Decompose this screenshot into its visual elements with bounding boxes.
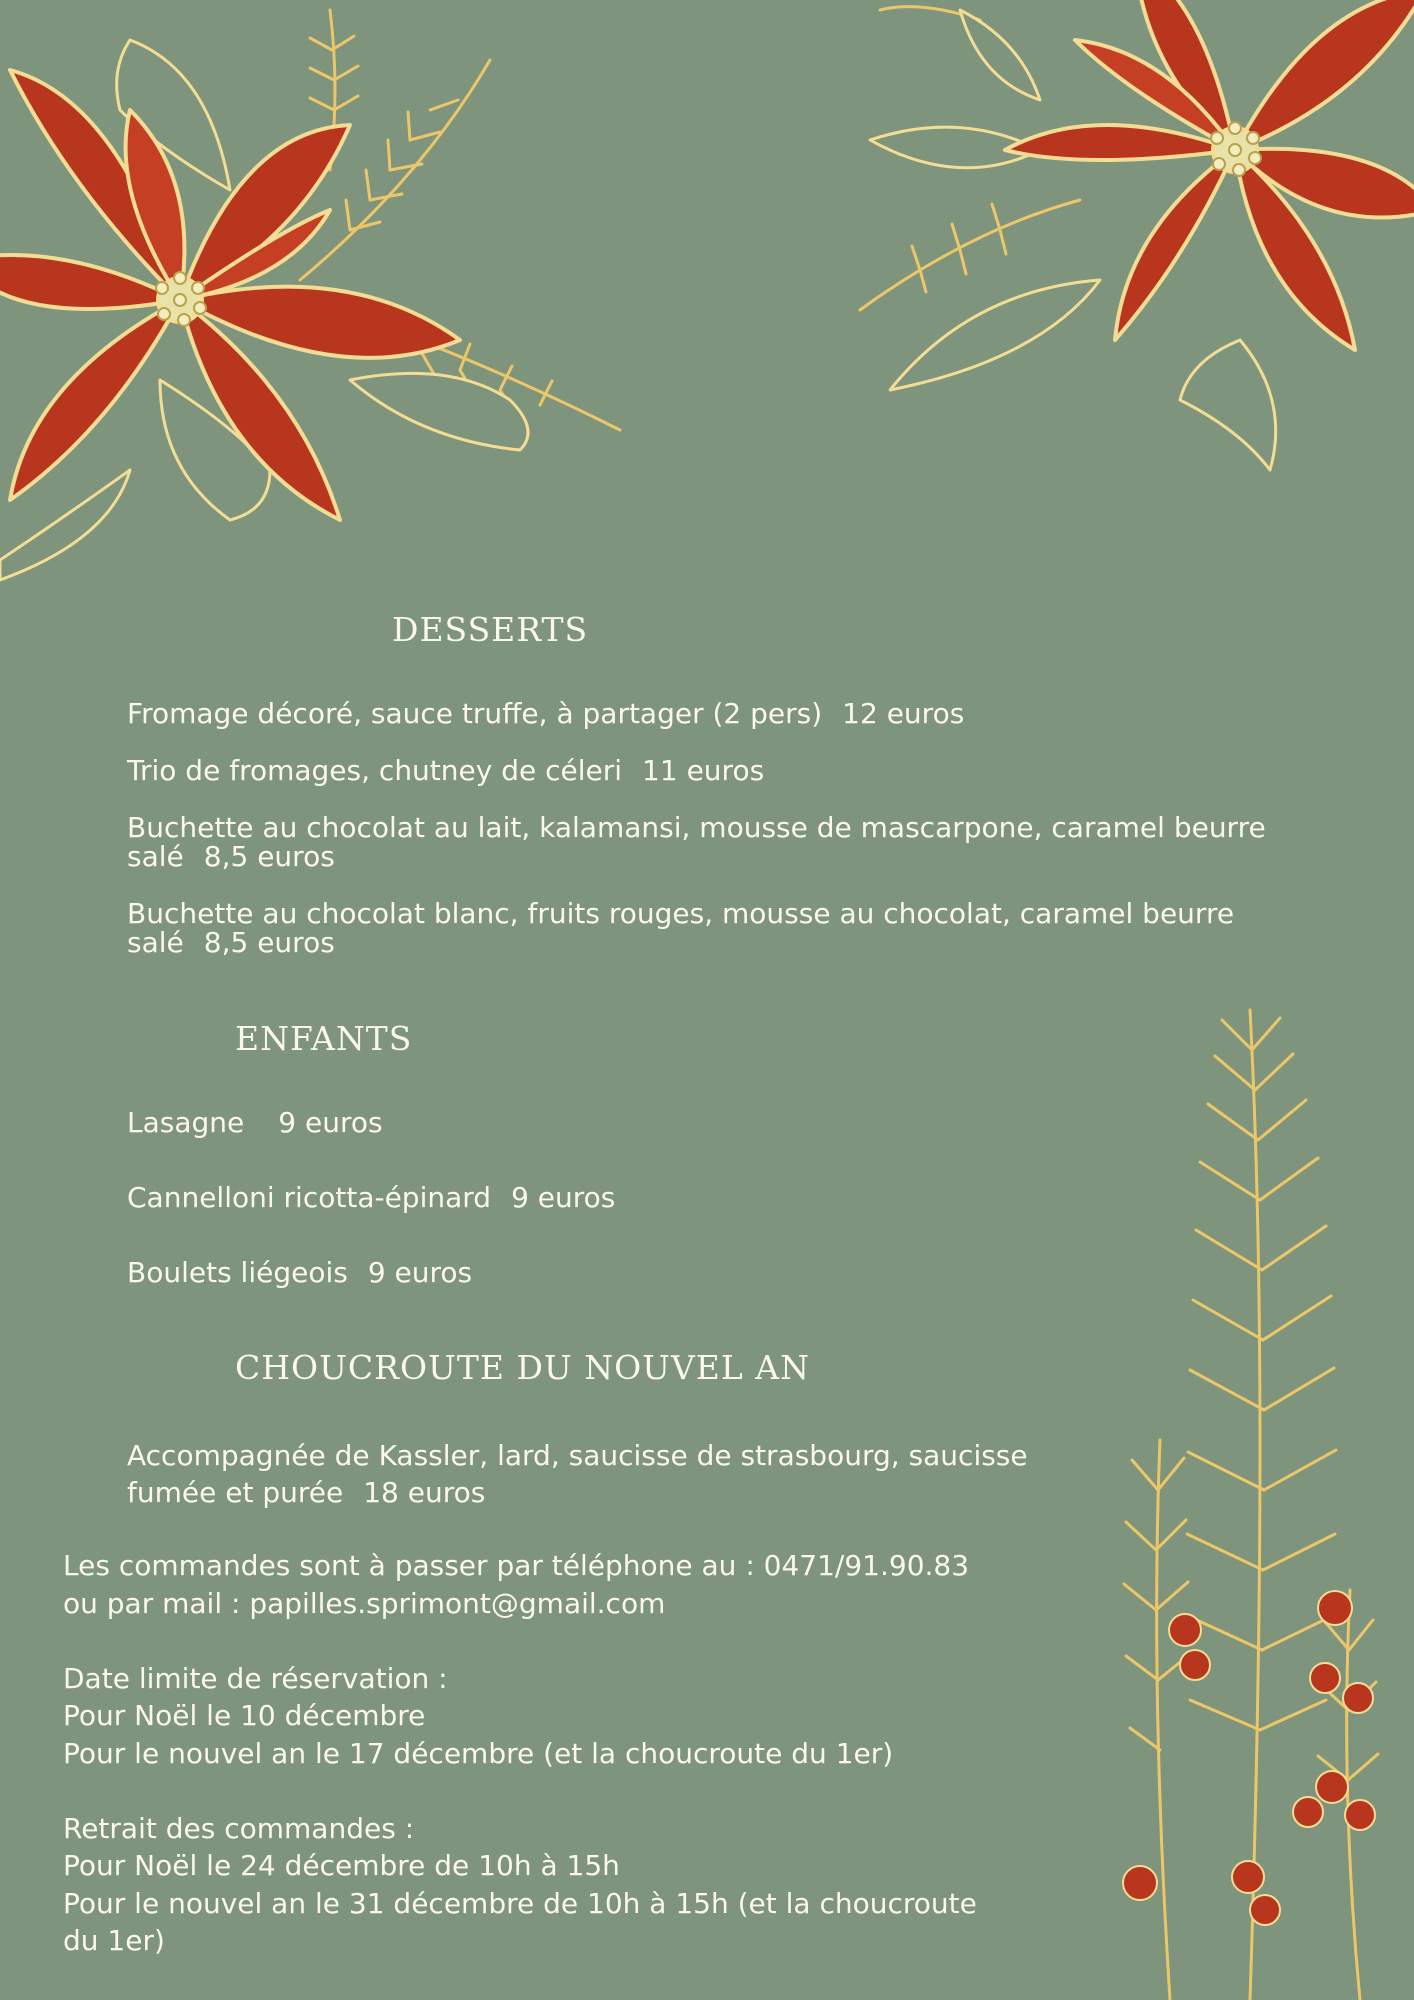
item-name: Trio de fromages, chutney de céleri bbox=[127, 754, 623, 787]
list-item bbox=[127, 1183, 1027, 1212]
choucroute-heading: CHOUCROUTE DU NOUVEL AN bbox=[235, 1348, 810, 1387]
pine-branch-with-berries-illustration bbox=[1100, 990, 1414, 2000]
item-name: Lasagne bbox=[127, 1106, 245, 1139]
item-price: 18 euros bbox=[363, 1476, 486, 1509]
ordering-info bbox=[63, 1547, 1023, 1960]
item-name: Buchette au chocolat blanc, fruits rouges, mousse au chocolat, caramel beurre salé bbox=[127, 897, 1235, 959]
item-name: Buchette au chocolat au lait, kalamansi, mousse de mascarpone, caramel beurre salé bbox=[127, 811, 1266, 873]
list-item bbox=[127, 756, 1327, 785]
pickup-noel: Pour Noël le 24 décembre de 10h à 15h bbox=[63, 1849, 620, 1882]
order-phone-text: Les commandes sont à passer par téléphone au : 0471/91.90.83 bbox=[63, 1549, 970, 1582]
item-price: 11 euros bbox=[642, 754, 765, 787]
list-item bbox=[127, 1108, 1027, 1137]
item-price: 9 euros bbox=[278, 1106, 383, 1139]
list-item bbox=[127, 813, 1307, 871]
pickup-nouvel-an: Pour le nouvel an le 31 décembre de 10h à 15h (et la choucroute du 1er) bbox=[63, 1886, 977, 1957]
deadline-nouvel-an: Pour le nouvel an le 17 décembre (et la choucroute du 1er) bbox=[63, 1736, 894, 1770]
pickup-title: Retrait des commandes : bbox=[63, 1811, 415, 1845]
item-name: Fromage décoré, sauce truffe, à partager (2 pers) bbox=[127, 697, 823, 730]
deadline-noel: Pour Noël le 10 décembre bbox=[63, 1699, 426, 1732]
item-name: Cannelloni ricotta-épinard bbox=[127, 1181, 492, 1214]
item-price: 8,5 euros bbox=[203, 926, 335, 959]
order-mail-text: ou par mail : papilles.sprimont@gmail.com bbox=[63, 1586, 666, 1620]
desserts-heading: DESSERTS bbox=[392, 610, 589, 649]
enfants-heading: ENFANTS bbox=[235, 1019, 413, 1058]
item-price: 12 euros bbox=[842, 697, 965, 730]
list-item bbox=[127, 1437, 1047, 1511]
poinsettia-top-left-illustration bbox=[0, 0, 640, 640]
item-price: 8,5 euros bbox=[203, 840, 335, 873]
list-item bbox=[127, 1258, 1027, 1287]
list-item bbox=[127, 699, 1327, 728]
deadline-title: Date limite de réservation : bbox=[63, 1661, 448, 1695]
item-name: Accompagnée de Kassler, lard, saucisse de strasbourg, saucisse fumée et purée bbox=[127, 1439, 1028, 1509]
poinsettia-top-right-illustration bbox=[840, 0, 1414, 500]
item-price: 9 euros bbox=[367, 1256, 473, 1289]
item-price: 9 euros bbox=[511, 1181, 616, 1214]
list-item bbox=[127, 899, 1307, 957]
item-name: Boulets liégeois bbox=[127, 1256, 348, 1289]
